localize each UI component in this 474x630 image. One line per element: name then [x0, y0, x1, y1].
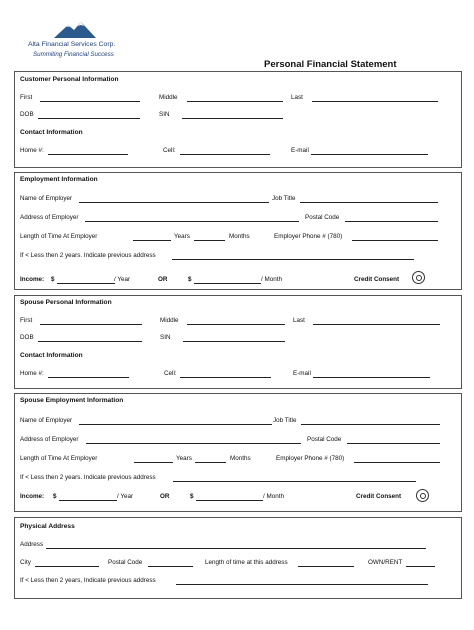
physical-postal-code-field[interactable]	[148, 566, 193, 567]
middle-name-field[interactable]	[187, 101, 283, 102]
employer-address-field[interactable]	[85, 221, 299, 222]
employer-phone-field[interactable]	[352, 240, 438, 241]
months-label: Months	[229, 233, 250, 240]
physical-previous-address-field[interactable]	[176, 584, 428, 585]
spouse-per-year-label: / Year	[117, 493, 134, 500]
last-name-label: Last	[291, 94, 303, 101]
page-title: Personal Financial Statement	[264, 59, 397, 70]
spouse-dob-label: DOB	[20, 334, 34, 341]
spouse-employment-heading: Spouse Employment Information	[20, 397, 124, 404]
email-field[interactable]	[311, 154, 428, 155]
length-at-address-label: Length of time at this address	[205, 559, 288, 566]
spouse-years-field[interactable]	[134, 462, 173, 463]
spouse-home-phone-field[interactable]	[48, 377, 129, 378]
contact-info-heading: Contact Information	[20, 129, 83, 136]
spouse-per-month-label: / Month	[263, 493, 284, 500]
spouse-income-yearly-field[interactable]	[59, 500, 117, 501]
employer-phone-label: Employer Phone # (780)	[274, 233, 343, 240]
spouse-length-at-employer-label: Length of Time At Employer	[20, 455, 98, 462]
previous-address-label: If < Less then 2 years. Indicate previous address	[20, 252, 156, 259]
spouse-previous-address-label: If < Less then 2 years. Indicate previous address	[20, 474, 156, 481]
spouse-employer-phone-field[interactable]	[354, 462, 440, 463]
spouse-sin-label: SIN	[160, 334, 171, 341]
employment-heading: Employment Information	[20, 176, 98, 183]
per-year-label: / Year	[114, 276, 131, 283]
spouse-income-label: Income:	[20, 493, 45, 500]
length-at-address-field[interactable]	[298, 566, 354, 567]
job-title-field[interactable]	[300, 202, 438, 203]
spouse-credit-consent-inner-ring	[420, 493, 426, 499]
spouse-email-field[interactable]	[313, 377, 430, 378]
postal-code-field[interactable]	[345, 221, 438, 222]
spouse-home-phone-label: Home #:	[20, 370, 44, 377]
spouse-employer-name-label: Name of Employer	[20, 417, 73, 424]
per-month-label: / Month	[261, 276, 282, 283]
employer-address-label: Address of Employer	[20, 214, 79, 221]
or-label: OR	[158, 276, 168, 283]
spouse-employer-name-field[interactable]	[79, 424, 272, 425]
own-rent-field[interactable]	[406, 566, 435, 567]
postal-code-label: Postal Code	[305, 214, 340, 221]
income-yearly-field[interactable]	[57, 283, 115, 284]
spouse-first-name-field[interactable]	[40, 324, 142, 325]
spouse-months-field[interactable]	[195, 462, 226, 463]
spouse-middle-name-label: Middle	[160, 317, 179, 324]
city-label: City	[20, 559, 31, 566]
spouse-sin-field[interactable]	[183, 341, 285, 342]
spouse-postal-code-field[interactable]	[347, 443, 440, 444]
company-tagline: Summiting Financial Success	[33, 51, 114, 58]
spouse-credit-consent-label: Credit Consent	[356, 493, 402, 500]
employer-name-label: Name of Employer	[20, 195, 73, 202]
customer-personal-heading: Customer Personal Information	[20, 76, 119, 83]
spouse-personal-heading: Spouse Personal Information	[20, 299, 112, 306]
address-field[interactable]	[46, 548, 426, 549]
sin-label: SIN	[159, 111, 170, 118]
spouse-income-monthly-field[interactable]	[196, 500, 263, 501]
spouse-postal-code-label: Postal Code	[307, 436, 342, 443]
dob-field[interactable]	[38, 118, 140, 119]
first-name-field[interactable]	[40, 101, 140, 102]
dob-label: DOB	[20, 111, 34, 118]
spouse-middle-name-field[interactable]	[187, 324, 285, 325]
monthly-dollar-sign: $	[188, 276, 192, 283]
spouse-months-label: Months	[230, 455, 251, 462]
spouse-employer-address-label: Address of Employer	[20, 436, 79, 443]
spouse-employer-phone-label: Employer Phone # (780)	[276, 455, 345, 462]
spouse-dob-field[interactable]	[38, 341, 142, 342]
employer-name-field[interactable]	[79, 202, 269, 203]
credit-consent-inner-ring	[416, 275, 422, 281]
home-phone-label: Home #:	[20, 147, 44, 154]
spouse-income-dollar-sign: $	[53, 493, 57, 500]
email-label: E-mail	[291, 147, 309, 154]
years-label: Years	[174, 233, 190, 240]
spouse-last-name-field[interactable]	[313, 324, 440, 325]
spouse-cell-phone-label: Cell:	[164, 370, 177, 377]
employment-section	[14, 172, 462, 290]
spouse-or-label: OR	[160, 493, 170, 500]
spouse-employer-address-field[interactable]	[86, 443, 301, 444]
spouse-last-name-label: Last	[293, 317, 305, 324]
months-field[interactable]	[194, 240, 225, 241]
spouse-contact-heading: Contact Information	[20, 352, 83, 359]
first-name-label: First	[20, 94, 33, 101]
spouse-job-title-label: Job Title	[273, 417, 297, 424]
spouse-personal-section	[14, 295, 462, 389]
spouse-job-title-field[interactable]	[301, 424, 440, 425]
spouse-email-label: E-mail	[293, 370, 311, 377]
spouse-monthly-dollar-sign: $	[190, 493, 194, 500]
sin-field[interactable]	[182, 118, 283, 119]
spouse-years-label: Years	[176, 455, 192, 462]
home-phone-field[interactable]	[48, 154, 128, 155]
physical-postal-code-label: Postal Code	[108, 559, 143, 566]
physical-previous-address-label: If < Less then 2 years, Indicate previous address	[20, 577, 156, 584]
cell-phone-field[interactable]	[180, 154, 270, 155]
credit-consent-label: Credit Consent	[354, 276, 400, 283]
income-label: Income:	[20, 276, 45, 283]
middle-name-label: Middle	[159, 94, 178, 101]
length-at-employer-label: Length of Time At Employer	[20, 233, 98, 240]
last-name-field[interactable]	[312, 101, 438, 102]
spouse-previous-address-field[interactable]	[173, 481, 416, 482]
physical-address-section	[14, 517, 462, 599]
city-field[interactable]	[35, 566, 99, 567]
address-label: Address	[20, 541, 44, 548]
previous-address-field[interactable]	[172, 259, 414, 260]
job-title-label: Job Title	[272, 195, 296, 202]
spouse-first-name-label: First	[20, 317, 33, 324]
own-rent-label: OWN/RENT	[368, 559, 403, 566]
spouse-cell-phone-field[interactable]	[180, 377, 271, 378]
physical-address-heading: Physical Address	[20, 523, 75, 530]
mountain-logo-icon	[54, 20, 96, 38]
cell-phone-label: Cell:	[163, 147, 176, 154]
income-monthly-field[interactable]	[194, 283, 261, 284]
income-dollar-sign: $	[51, 276, 55, 283]
company-name: Alta Financial Services Corp.	[28, 41, 116, 48]
years-field[interactable]	[133, 240, 171, 241]
